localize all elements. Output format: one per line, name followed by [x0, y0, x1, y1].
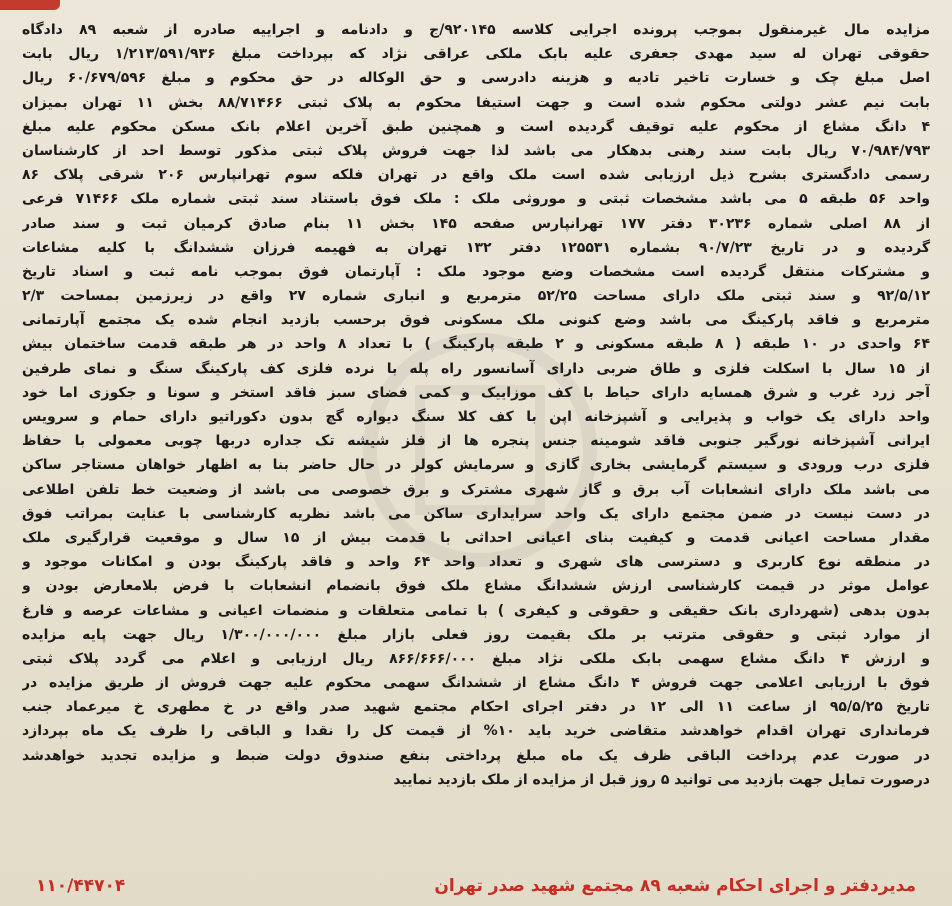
notice-line: حقوقی تهران له سید مهدی جعفری علیه بابک ملکی عراقی نژاد که بپرداخت مبلغ ۱/۲۱۳/۵۹۱/۹۳۶ ریال بابت — [22, 46, 930, 63]
notice-line: ۶۴ واحدی در ۱۰ طبقه ( ۸ طبقه مسکونی و ۲ طبقه پارکینگ ) با تعداد ۸ واحد در هر طبقه قدمت ساختمان بیش — [22, 336, 930, 353]
notice-line: در منطقه نوع کاربری و دسترسی های شهری و تعداد واحد ۶۴ واحد و فاقد پارکینگ بودن و امکانات موجود و — [22, 554, 930, 571]
notice-line: درصورت تمایل جهت بازدید می توانید ۵ روز قبل از مزایده از ملک بازدید نمایید — [393, 771, 930, 788]
notice-line: از موارد ثبتی و حقوقی مترتب بر ملک بقیمت روز فعلی بازار مبلغ ۱/۳۰۰/۰۰۰/۰۰۰ ریال جهت پایه مزایده — [22, 626, 930, 643]
notice-line: فلزی درب ورودی و سیستم گرمایشی بخاری گازی و سرمایش کولر در حال حاضر بنا به اظهار خواهان مستاجر ساکن — [22, 457, 930, 474]
notice-line: در صورت عدم پرداخت الباقی ظرف یک ماه مبلغ پرداختی بنفع صندوق دولت ضبط و مزایده تجدید خواهدشد — [22, 747, 930, 764]
notice-line: در دست نیست در ضمن مجتمع دارای یک واحد سرایداری ساکن می باشد نظریه کارشناسی با عنایت بمراتب فوق — [22, 505, 930, 522]
header-strip — [0, 0, 952, 14]
notice-line: تاریخ ۹۵/۵/۲۵ از ساعت ۱۱ الی ۱۲ در دفتر اجرای احکام مجتمع شهید صدر واقع در خ مطهری خ میرعماد جنب — [22, 699, 930, 716]
notice-line: واحد ۵۶ طبقه ۵ می باشد مشخصات ثبتی و موروثی ملک : ملک فوق باستناد سند ثبتی شماره ملک ۷۱۴۶۶ فرعی — [22, 191, 930, 208]
notice-line: و ارزش ۴ دانگ مشاع سهمی بابک ملکی نژاد مبلغ ۸۶۶/۶۶۶/۰۰۰ ریال ارزیابی و اعلام می گردد پلاک ثبتی — [22, 650, 930, 667]
notice-line: ۷۰/۹۸۴/۷۹۳ ریال بابت سند رهنی بدهکار می باشد لذا جهت فروش پلاک ثبتی مذکور توسط احد از کارشناسان — [22, 142, 930, 159]
notice-line: از ۱۵ سال با اسکلت فلزی و طاق ضربی دارای آسانسور راه پله با نرده فلزی کف پارکینگ سنگ و نمای طرفین — [22, 360, 930, 377]
notice-line: اصل مبلغ چک و خسارت تاخیر تادیه و هزینه دادرسی و حق الوکاله در حق محکوم و مبلغ ۶۰/۶۷۹/۵۹۶ ریال — [22, 70, 930, 87]
header-red-bar — [0, 0, 60, 10]
notice-footer — [36, 876, 916, 896]
auction-notice-body — [22, 18, 930, 792]
notice-line: مزایده مال غیرمنقول بموجب پرونده اجرایی کلاسه ۹۲۰۱۴۵/ج و دادنامه و اجراییه صادره از شعبه ۸۹ دادگاه — [22, 22, 930, 38]
notice-line: می باشد ملک دارای انشعابات آب برق و گاز شهری مشترک و برق خصوصی می باشد از وضعیت خط تلفن اطلاعی — [22, 481, 930, 498]
notice-line: از ۸۸ اصلی شماره ۳۰۲۳۶ دفتر ۱۷۷ تهرانپارس صفحه ۱۴۵ بخش ۱۱ بنام صادق کرمیان ثبت و سند صادر — [22, 215, 930, 232]
reference-number: ۱۱۰/۴۴۷۰۴ — [36, 876, 126, 896]
notice-line: ۴ دانگ مشاع از محکوم علیه توقیف گردیده است و همچنین طبق آخرین اعلام بانک مسکن محکوم علیه مبلغ — [22, 118, 930, 135]
notice-line: مقدار مساحت اعیانی قدمت و کیفیت بنای اعیانی احداثی با قدمت بیش از ۱۵ سال و موقعیت قرارگیری ملک — [22, 529, 930, 546]
notice-line: و مشترکات منتقل گردیده است مشخصات وضع موجود ملک : آپارتمان فوق بموجب نامه ثبت و اسناد تاریخ — [22, 263, 930, 280]
notice-line: عوامل موثر در قیمت کارشناسی ارزش ششدانگ مشاع ملک فوق بانضمام انشعابات با فرض بلامعارض بودن و — [22, 578, 930, 595]
signature-line: مدیردفتر و اجرای احکام شعبه ۸۹ مجتمع شهید صدر تهران — [434, 876, 916, 896]
notice-line: ایرانی آشپزخانه نورگیر جنوبی فاقد شومینه جنس پنجره ها از فلز شیشه تک جداره دربها چوبی معمولی با حفاظ — [22, 433, 930, 450]
notice-line: آجر زرد غرب و شرق همسایه دارای حیاط با کف موزاییک و کمی فضای سبز فاقد استخر و سونا و جکوزی اما خود — [22, 384, 930, 401]
notice-line: بابت نیم عشر دولتی محکوم شده است و جهت استیفا محکوم به پلاک ثبتی ۸۸/۷۱۴۶۶ بخش ۱۱ تهران بمیزان — [22, 94, 930, 111]
notice-line: ۹۲/۵/۱۲ و سند ثبتی ملک دارای مساحت ۵۲/۲۵ مترمربع و انباری شماره ۲۷ واقع در زیرزمین بمساحت ۲/۳ — [22, 288, 930, 305]
notice-line: گردیده و در تاریخ ۹۰/۷/۲۳ بشماره ۱۲۵۵۳۱ دفتر ۱۳۲ تهران به فهیمه فرزان ششدانگ با کلیه مشاعات — [22, 239, 930, 256]
notice-line: مترمربع و فاقد پارکینگ می باشد وضع کنونی ملک مسکونی فوق برحسب بازدید انجام شده یک مجتمع آپارتمانی — [22, 312, 930, 329]
notice-line: بدون بدهی (شهرداری بانک حقیقی و حقوقی و کیفری ) با تمامی متعلقات و منضمات اعیانی و مشاعات عرصه و فارغ — [22, 602, 930, 619]
notice-line: فوق با ارزیابی اعلامی جهت فروش ۴ دانگ مشاع از ششدانگ سهمی محکوم علیه جهت فروش از طریق مزایده در — [22, 675, 930, 692]
notice-line: فرمانداری تهران اقدام خواهدشد متقاضی خرید باید ۱۰% از قیمت کل را نقدا و الباقی را ظرف یک ماه بپردازد — [22, 723, 930, 740]
notice-line: واحد دارای یک خواب و پذیرایی و آشپزخانه اپن با کف کلا سنگ دیواره گچ بدون دکوراتیو دارای حمام و سرویس — [22, 409, 930, 425]
notice-line: رسمی دادگستری بشرح ذیل ارزیابی شده است ملک واقع در تهران فلکه سوم تهرانپارس ۲۰۶ شرقی پلاک ۸۶ — [22, 167, 930, 184]
